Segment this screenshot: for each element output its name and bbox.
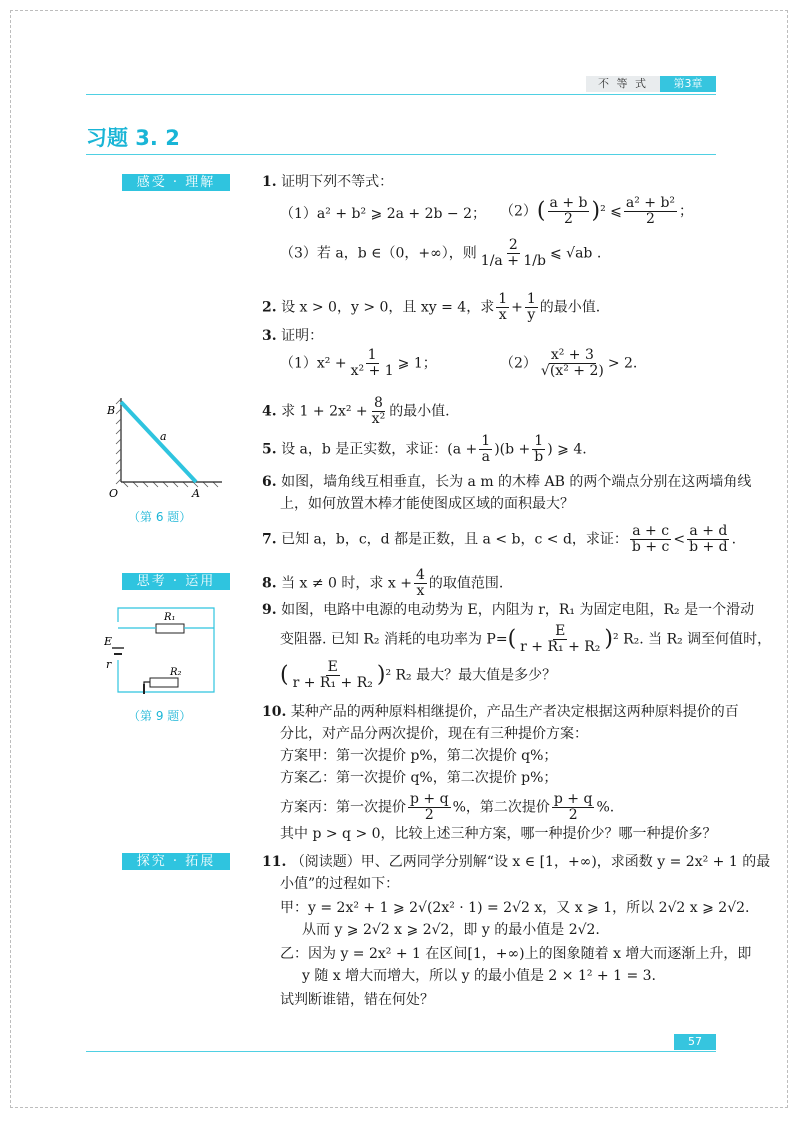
- section-title: 习题 3. 2: [86, 126, 180, 150]
- problem-9-line-2: 变阻器. 已知 R₂ 消耗的电功率为 P=( $\frac{E}{\text{r + R₁ + R₂}}$ )² R₂. 当 R₂ 调至何值时，: [280, 623, 772, 655]
- chapter-title: 不 等 式: [586, 76, 660, 92]
- problem-7: 7. 已知 a，b，c，d 都是正数，且 a < b，c < d，求证： $\frac{a + c}{b + c}$ < $\frac{a + d}{b + d}$ .: [262, 523, 737, 555]
- problem-1-part-3: （3）若 a，b ∈（0，+∞），则 $\frac{2}{1/a + 1/b}$ ⩽ √ab .: [280, 237, 602, 269]
- label-r1: R₁: [164, 612, 176, 623]
- footer-divider: [86, 1051, 716, 1052]
- chapter-header: [586, 76, 716, 92]
- label-r2: R₂: [170, 667, 182, 678]
- problem-10-line-2: 分比，对产品分两次提价，现在有三种提价方案：: [280, 726, 588, 742]
- figure-9-caption: （第 9 题）: [128, 709, 192, 723]
- problem-5: 5. 设 a，b 是正实数，求证：(a + $\frac{1}{a}$ )(b + $\frac{1}{b}$ ) ⩾ 4.: [262, 433, 587, 465]
- problem-10: 10. 某种产品的两种原料相继提价，产品生产者决定根据这两种原料提价的百: [262, 704, 739, 720]
- category-feel-understand: 感受 · 理解: [122, 174, 230, 191]
- label-e: E: [104, 635, 113, 648]
- problem-text: 证明下列不等式：: [281, 174, 394, 190]
- fraction: $\frac{2}{1/a + 1/b}$: [480, 237, 546, 269]
- fraction: $\frac{a + b}{2}$: [549, 195, 588, 227]
- problem-11-yi-1: 乙：因为 y = 2x² + 1 在区间[1，+∞)上的图象随着 x 增大而逐渐上升，即: [280, 946, 752, 962]
- problem-11-jia-1: 甲：y = 2x² + 1 ⩾ 2√(2x² · 1) = 2√2 x，又 x ⩾ 1，所以 2√2 x ⩾ 2√2.: [280, 900, 750, 916]
- category-explore-extend: 探究 · 拓展: [122, 853, 230, 870]
- problem-11-question: 试判断谁错，错在何处？: [280, 992, 434, 1008]
- problem-10-plan-c: 方案丙：第一次提价 $\frac{p + q}{2}$ %，第二次提价 $\frac{p + q}{2}$ %.: [280, 791, 615, 823]
- problem-8: 8. 当 x ≠ 0 时，求 x + $\frac{4}{x}$ 的取值范围.: [262, 567, 504, 599]
- fraction: $\frac{\text{a² + b²}}{2}$: [625, 195, 676, 227]
- problem-3: 3. 证明：: [262, 328, 324, 344]
- title-divider: [86, 154, 716, 155]
- problem-1-part-2: （2）( $\frac{a + b}{2}$ )² ⩽ $\frac{\text{a² + b²}}{2}$ ；: [500, 195, 694, 227]
- problem-1: [262, 172, 393, 192]
- label-b: B: [107, 404, 116, 417]
- problem-11-jia-2: 从而 y ⩾ 2√2 x ⩾ 2√2，即 y 的最小值是 2√2.: [302, 922, 600, 938]
- category-think-apply: 思考 · 运用: [122, 573, 230, 590]
- problem-3-part-1: （1）x² + $\frac{1}{\text{x² + 1}}$ ⩾ 1；: [280, 347, 437, 379]
- problem-number: 1.: [262, 174, 277, 190]
- problem-1-part-1: （1）a² + b² ⩾ 2a + 2b − 2；: [280, 206, 486, 222]
- circuit-diagram: [104, 600, 234, 700]
- problem-11-yi-2: y 随 x 增大而增大，所以 y 的最小值是 2 × 1² + 1 = 3.: [302, 968, 656, 984]
- problem-10-plan-b: 方案乙：第一次提价 q%，第二次提价 p%；: [280, 770, 558, 786]
- problem-9: 9. 如图，电路中电源的电动势为 E，内阻为 r，R₁ 为固定电阻，R₂ 是一个滑动: [262, 602, 755, 618]
- problem-6-line-2: 上，如何放置木棒才能使图成区域的面积最大？: [280, 496, 574, 512]
- problem-4: 4. 求 1 + 2x² + $\frac{8}{\text{x²}}$ 的最小值.: [262, 395, 450, 427]
- problem-6: 6. 如图，墙角线互相垂直，长为 a m 的木棒 AB 的两个端点分别在这两墙角线: [262, 474, 752, 490]
- label-a: A: [192, 487, 200, 500]
- label-o: O: [109, 487, 119, 500]
- figure-6-caption: （第 6 题）: [128, 510, 192, 524]
- problem-10-question: 其中 p > q > 0，比较上述三种方案，哪一种提价少？哪一种提价多？: [280, 826, 717, 842]
- part-label: （2）: [500, 203, 537, 220]
- figure-9: [104, 600, 234, 700]
- problem-2: 2. 设 x > 0，y > 0，且 xy = 4，求 $\frac{1}{x}$ + $\frac{1}{y}$ 的最小值.: [262, 291, 601, 323]
- problem-9-line-3: ( $\frac{E}{\text{r + R₁ + R₂}}$ )² R₂ 最大？最大值是多少？: [280, 659, 557, 691]
- problem-3-part-2: （2） $\frac{\text{x² + 3}}{\text{√(x² + 2)}}$ > 2.: [500, 347, 638, 379]
- page-number: 57: [674, 1034, 716, 1050]
- problem-11: 11. （阅读题）甲、乙两同学分别解“设 x ∈ [1，+∞)，求函数 y = 2x² + 1 的最: [262, 854, 771, 870]
- problem-10-plan-a: 方案甲：第一次提价 p%，第二次提价 q%；: [280, 748, 558, 764]
- problem-11-line-2: 小值”的过程如下：: [280, 876, 400, 892]
- label-r: r: [106, 658, 112, 671]
- chapter-label: 第3章: [660, 76, 716, 92]
- header-divider: [86, 94, 716, 95]
- label-side-a: a: [160, 430, 167, 443]
